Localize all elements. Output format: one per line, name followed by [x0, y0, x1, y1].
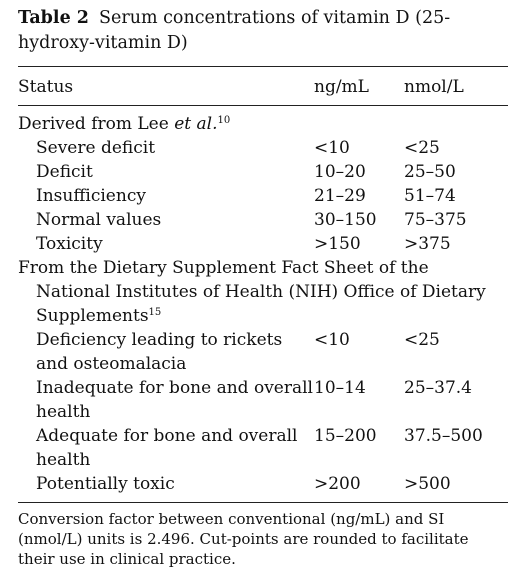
ng-cell: <10	[314, 138, 350, 158]
group-title-text: Derived from Lee	[18, 114, 175, 134]
table-row	[18, 208, 508, 232]
status-cell: Deficit	[36, 162, 93, 182]
ng-cell: 15–200	[314, 426, 377, 446]
nmol-cell: 37.5–500	[404, 426, 483, 446]
group-row-nih	[18, 256, 508, 328]
nmol-cell: 25–37.4	[404, 378, 472, 398]
nmol-cell: 75–375	[404, 210, 467, 230]
group-title-italic: et al.	[174, 114, 218, 134]
status-cell: Potentially toxic	[36, 474, 175, 494]
table-row	[18, 184, 508, 208]
status-cell: Adequate for bone and overall health	[36, 426, 298, 470]
group-title	[18, 112, 508, 136]
table-row	[18, 376, 508, 424]
group-title	[18, 256, 508, 328]
ng-cell: >150	[314, 234, 361, 254]
status-cell: Insufficiency	[36, 186, 146, 206]
status-cell: Normal values	[36, 210, 162, 230]
group-row-lee	[18, 112, 508, 136]
nmol-cell: >375	[404, 234, 451, 254]
status-cell: Deficiency leading to rickets and osteomalacia	[36, 330, 283, 374]
status-cell: Inadequate for bone and overall health	[36, 378, 313, 422]
table-row	[18, 328, 508, 376]
table-row	[18, 472, 508, 496]
table-footnote: Conversion factor between conventional (ng/mL) and SI (nmol/L) units is 2.496. Cut-points are rounded to facilitate their use in clinical practice.	[18, 510, 469, 568]
table-caption	[18, 6, 508, 56]
group-title-reference: 15	[148, 307, 162, 318]
nmol-cell: <25	[404, 138, 440, 158]
header-row	[18, 67, 508, 106]
ng-cell: 30–150	[314, 210, 377, 230]
table-row	[18, 232, 508, 256]
nmol-cell: 51–74	[404, 186, 456, 206]
vitamin-d-table	[18, 67, 508, 496]
header-status: Status	[18, 77, 74, 97]
table-row	[18, 424, 508, 472]
ng-cell: 21–29	[314, 186, 366, 206]
table-label: Table 2	[18, 8, 89, 28]
table-row	[18, 136, 508, 160]
group-title-text: From the Dietary Supplement Fact Sheet of the National Institutes of Health (NIH) Office of Dietary Supplements	[18, 258, 486, 326]
ng-cell: 10–14	[314, 378, 366, 398]
table-row	[18, 160, 508, 184]
status-cell: Severe deficit	[36, 138, 156, 158]
header-ng-ml: ng/mL	[314, 77, 369, 97]
header-nmol-l: nmol/L	[404, 77, 464, 97]
ng-cell: <10	[314, 330, 350, 350]
ng-cell: 10–20	[314, 162, 366, 182]
table-title: Serum concentrations of vitamin D (25-hydroxy-vitamin D)	[18, 8, 451, 53]
ng-cell: >200	[314, 474, 361, 494]
nmol-cell: <25	[404, 330, 440, 350]
nmol-cell: >500	[404, 474, 451, 494]
nmol-cell: 25–50	[404, 162, 456, 182]
status-cell: Toxicity	[36, 234, 103, 254]
group-title-reference: 10	[217, 115, 231, 126]
